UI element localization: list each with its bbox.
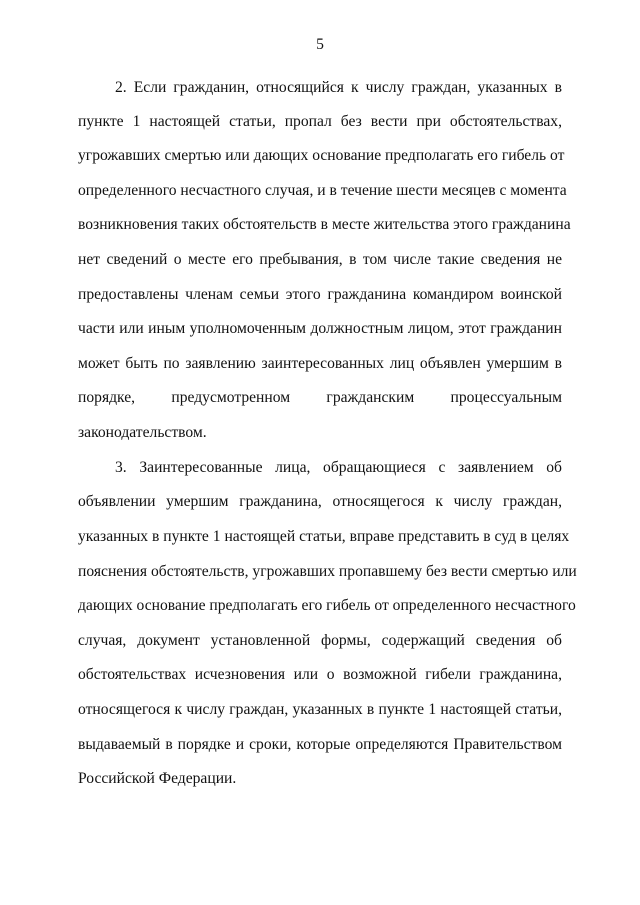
paragraph-2-line: 2. Если гражданин, относящийся к числу граждан, указанных в (115, 79, 562, 96)
paragraph-3-line: Российской Федерации. (78, 770, 237, 787)
paragraph-3-line: дающих основание предполагать его гибель от определенного несчастного (78, 597, 576, 614)
paragraph-2-line: законодательством. (78, 424, 207, 441)
paragraph-3-line: случая, документ установленной формы, содержащий сведения об (78, 632, 562, 649)
paragraph-3-line: указанных в пункте 1 настоящей статьи, вправе представить в суд в целях (78, 528, 570, 545)
paragraph-3-line: выдаваемый в порядке и сроки, которые определяются Правительством (78, 736, 562, 753)
page-number: 5 (316, 36, 324, 53)
paragraph-3-line: пояснения обстоятельств, угрожавших пропавшему без вести смертью или (78, 563, 577, 580)
paragraph-2-line: части или иным уполномоченным должностным лицом, этот гражданин (78, 320, 562, 337)
paragraph-2-line: определенного несчастного случая, и в течение шести месяцев с момента (78, 182, 567, 199)
paragraph-3-line: относящегося к числу граждан, указанных в пункте 1 настоящей статьи, (78, 701, 562, 718)
paragraph-3-line: 3. Заинтересованные лица, обращающиеся с заявлением об (115, 459, 562, 476)
paragraph-3-line: объявлении умершим гражданина, относящегося к числу граждан, (78, 493, 562, 510)
paragraph-2-line: порядке, предусмотренном гражданским процессуальным (78, 389, 562, 406)
paragraph-2-line: возникновения таких обстоятельств в месте жительства этого гражданина (78, 216, 571, 233)
paragraph-2-line: предоставлены членам семьи этого гражданина командиром воинской (78, 286, 562, 303)
paragraph-2-line: может быть по заявлению заинтересованных лиц объявлен умершим в (78, 355, 562, 372)
paragraph-2-line: пункте 1 настоящей статьи, пропал без вести при обстоятельствах, (78, 113, 562, 130)
paragraph-2-line: угрожавших смертью или дающих основание предполагать его гибель от (78, 147, 565, 164)
paragraph-3-line: обстоятельствах исчезновения или о возможной гибели гражданина, (78, 666, 562, 683)
paragraph-2-line: нет сведений о месте его пребывания, в том числе такие сведения не (78, 251, 562, 268)
